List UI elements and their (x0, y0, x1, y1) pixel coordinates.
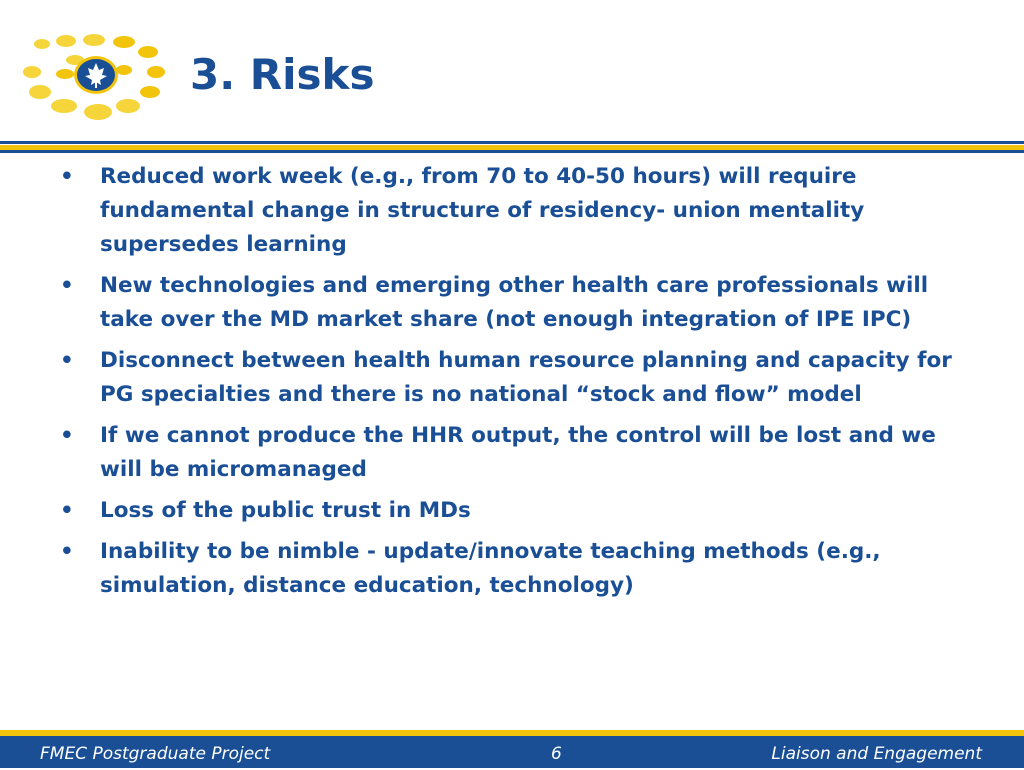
bullet-icon: • (60, 348, 74, 373)
slide-title: 3. Risks (190, 50, 375, 99)
risk-item-work-week (60, 160, 970, 262)
risk-item-text: Inability to be nimble - update/innovate teaching methods (e.g., simulation, distance education, technology) (100, 539, 881, 598)
header-divider-thin (0, 141, 1024, 144)
footer-section-name: Liaison and Engagement (771, 744, 982, 764)
risk-item-new-technologies (60, 269, 970, 337)
bullet-icon: • (60, 164, 74, 189)
bullet-icon: • (60, 498, 74, 523)
risk-item-text: Loss of the public trust in MDs (100, 498, 471, 523)
risk-item-hhr-disconnect (60, 344, 970, 412)
risk-list (60, 160, 970, 610)
header-divider-blue (0, 150, 1024, 153)
risk-item-loss-of-control (60, 419, 970, 487)
bullet-icon: • (60, 423, 74, 448)
logo-graphic (20, 30, 175, 130)
page-number: 6 (551, 744, 562, 764)
slide-footer (0, 736, 1024, 768)
risk-item-nimbleness (60, 535, 970, 603)
footer-project-name: FMEC Postgraduate Project (40, 744, 271, 764)
risk-item-text: Reduced work week (e.g., from 70 to 40-50 hours) will require fundamental change in structure of residency- union mentality supersedes learning (100, 164, 865, 257)
bullet-icon: • (60, 273, 74, 298)
risk-item-text: Disconnect between health human resource planning and capacity for PG specialties and there is no national “stock and flow” model (100, 348, 952, 407)
maple-leaf-sun-logo (20, 30, 175, 130)
risk-item-public-trust (60, 494, 970, 528)
risk-item-text: New technologies and emerging other health care professionals will take over the MD market share (not enough integration of IPE IPC) (100, 273, 929, 332)
risk-item-text: If we cannot produce the HHR output, the control will be lost and we will be micromanaged (100, 423, 936, 482)
bullet-icon: • (60, 539, 74, 564)
